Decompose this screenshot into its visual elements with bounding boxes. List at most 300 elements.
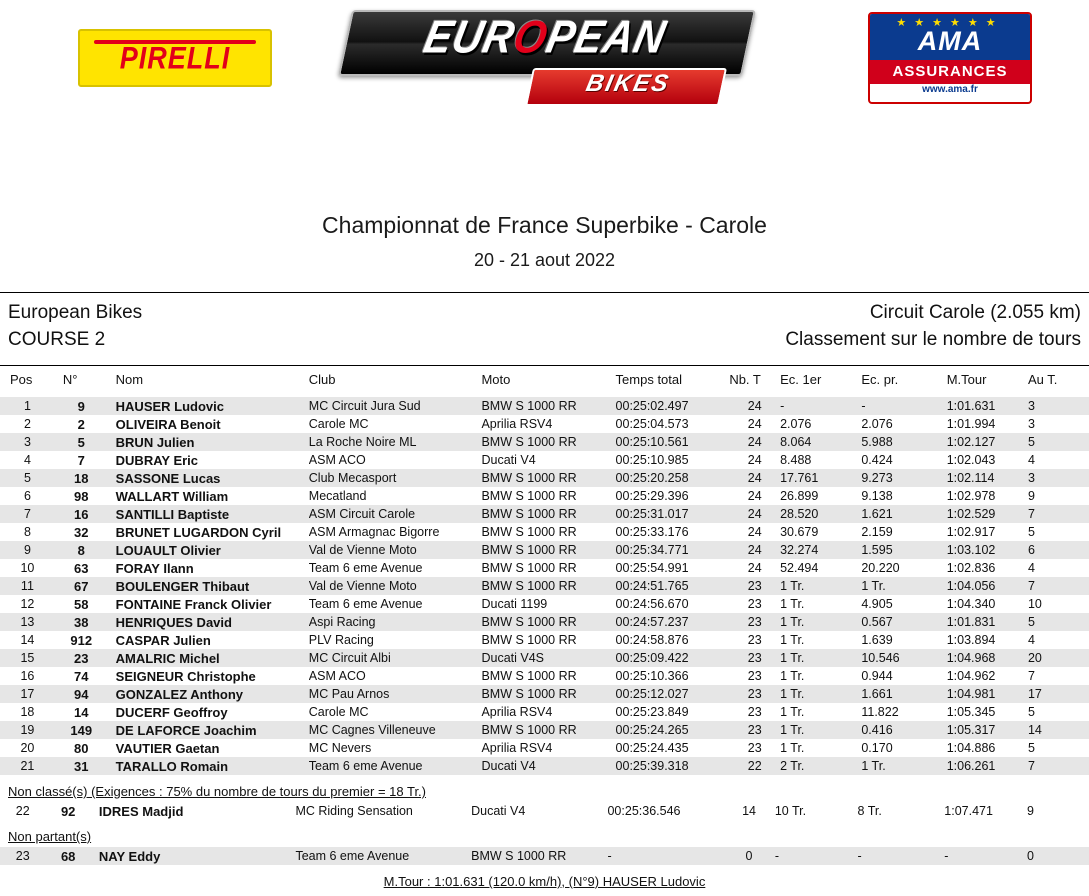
cell-nom: BOULENGER Thibaut <box>108 577 309 595</box>
cell-temps: 00:25:12.027 <box>616 685 730 703</box>
cell-moto: Aprilia RSV4 <box>481 703 615 721</box>
col-header-nbt: Nb. T <box>729 372 761 387</box>
cell-num: 92 <box>45 802 90 820</box>
nonstarter-note: Non partant(s) <box>8 829 92 844</box>
cell-mtour: 1:02.043 <box>947 451 1028 469</box>
cell-ec1: - <box>780 397 861 415</box>
cell-pos: 15 <box>0 649 55 667</box>
cell-moto: BMW S 1000 RR <box>481 397 615 415</box>
pirelli-wordmark: PIRELLI <box>119 40 231 75</box>
cell-temps: 00:24:58.876 <box>616 631 730 649</box>
cell-ecp: 0.567 <box>861 613 946 631</box>
cell-pos: 20 <box>0 739 55 757</box>
cell-temps: 00:25:24.265 <box>616 721 730 739</box>
cell-nom: SANTILLI Baptiste <box>108 505 309 523</box>
table-row <box>0 739 1089 757</box>
cell-temps: 00:25:09.422 <box>616 649 730 667</box>
cell-temps: 00:25:31.017 <box>616 505 730 523</box>
cell-nbt: 23 <box>729 649 780 667</box>
cell-pos: 6 <box>0 487 55 505</box>
cell-nom: OLIVEIRA Benoit <box>108 415 309 433</box>
cell-club: MC Nevers <box>309 739 482 757</box>
cell-ec1: 8.488 <box>780 451 861 469</box>
cell-club: PLV Racing <box>309 631 482 649</box>
table-row <box>0 559 1089 577</box>
cell-nom: TARALLO Romain <box>108 757 309 775</box>
col-header-temps: Temps total <box>615 372 683 387</box>
cell-nbt: 23 <box>729 631 780 649</box>
cell-club: La Roche Noire ML <box>309 433 482 451</box>
cell-pos: 3 <box>0 433 55 451</box>
cell-club: ASM ACO <box>309 451 482 469</box>
cell-nbt: 24 <box>729 397 780 415</box>
cell-moto: BMW S 1000 RR <box>481 523 615 541</box>
cell-pos: 8 <box>0 523 55 541</box>
cell-aut: 7 <box>1028 505 1089 523</box>
cell-temps: 00:25:33.176 <box>616 523 730 541</box>
cell-ec1: 28.520 <box>780 505 861 523</box>
cell-aut: 17 <box>1028 685 1089 703</box>
cell-num: 18 <box>55 469 108 487</box>
cell-nom: NAY Eddy <box>91 847 296 865</box>
cell-ec1: 1 Tr. <box>780 685 861 703</box>
table-row <box>0 667 1089 685</box>
table-row <box>0 847 1089 865</box>
cell-nbt: 23 <box>729 721 780 739</box>
ama-wordmark: AMA <box>917 26 983 56</box>
cell-num: 32 <box>55 523 108 541</box>
cell-pos: 14 <box>0 631 55 649</box>
cell-aut: 7 <box>1028 757 1089 775</box>
cell-moto: Ducati 1199 <box>481 595 615 613</box>
cell-ecp: 0.416 <box>861 721 946 739</box>
cell-aut: 5 <box>1028 613 1089 631</box>
cell-aut: 10 <box>1028 595 1089 613</box>
cell-aut: 14 <box>1028 721 1089 739</box>
table-row <box>0 703 1089 721</box>
cell-nom: WALLART William <box>108 487 309 505</box>
european-bikes-subword: BIKES <box>583 70 673 97</box>
cell-num: 23 <box>55 649 108 667</box>
cell-temps: 00:25:34.771 <box>616 541 730 559</box>
cell-moto: BMW S 1000 RR <box>481 721 615 739</box>
cell-mtour: 1:05.345 <box>947 703 1028 721</box>
cell-pos: 19 <box>0 721 55 739</box>
cell-moto: Aprilia RSV4 <box>481 739 615 757</box>
cell-nbt: 14 <box>723 802 775 820</box>
cell-moto: Ducati V4S <box>481 649 615 667</box>
cell-ec1: 32.274 <box>780 541 861 559</box>
cell-ec1: - <box>775 847 858 865</box>
cell-moto: BMW S 1000 RR <box>481 631 615 649</box>
cell-club: MC Circuit Jura Sud <box>309 397 482 415</box>
cell-moto: BMW S 1000 RR <box>481 685 615 703</box>
cell-num: 98 <box>55 487 108 505</box>
cell-aut: 5 <box>1028 523 1089 541</box>
cell-ec1: 2 Tr. <box>780 757 861 775</box>
cell-temps: 00:25:02.497 <box>616 397 730 415</box>
cell-ec1: 52.494 <box>780 559 861 577</box>
cell-num: 8 <box>55 541 108 559</box>
cell-num: 68 <box>45 847 90 865</box>
cell-club: Team 6 eme Avenue <box>309 559 482 577</box>
cell-club: Val de Vienne Moto <box>309 541 482 559</box>
cell-aut: 9 <box>1027 802 1089 820</box>
cell-nom: HENRIQUES David <box>108 613 309 631</box>
cell-mtour: 1:04.340 <box>947 595 1028 613</box>
cell-ec1: 2.076 <box>780 415 861 433</box>
table-row <box>0 415 1089 433</box>
cell-club: MC Cagnes Villeneuve <box>309 721 482 739</box>
cell-mtour: 1:03.894 <box>947 631 1028 649</box>
cell-nom: FONTAINE Franck Olivier <box>108 595 309 613</box>
cell-nom: BRUNET LUGARDON Cyril <box>108 523 309 541</box>
cell-temps: 00:24:51.765 <box>616 577 730 595</box>
cell-temps: - <box>607 847 723 865</box>
cell-pos: 11 <box>0 577 55 595</box>
table-row <box>0 433 1089 451</box>
cell-mtour: 1:02.917 <box>947 523 1028 541</box>
cell-ecp: 1.639 <box>861 631 946 649</box>
cell-num: 9 <box>55 397 108 415</box>
cell-moto: BMW S 1000 RR <box>481 541 615 559</box>
cell-num: 5 <box>55 433 108 451</box>
cell-aut: 4 <box>1028 559 1089 577</box>
cell-aut: 4 <box>1028 451 1089 469</box>
cell-nom: AMALRIC Michel <box>108 649 309 667</box>
cell-num: 80 <box>55 739 108 757</box>
cell-club: ASM Circuit Carole <box>309 505 482 523</box>
cell-ecp: 0.944 <box>861 667 946 685</box>
cell-aut: 9 <box>1028 487 1089 505</box>
cell-temps: 00:25:04.573 <box>616 415 730 433</box>
cell-pos: 21 <box>0 757 55 775</box>
cell-ecp: 20.220 <box>861 559 946 577</box>
table-row <box>0 721 1089 739</box>
cell-club: MC Circuit Albi <box>309 649 482 667</box>
cell-nbt: 24 <box>729 523 780 541</box>
cell-nbt: 0 <box>723 847 775 865</box>
cell-pos: 12 <box>0 595 55 613</box>
cell-pos: 16 <box>0 667 55 685</box>
cell-club: ASM Armagnac Bigorre <box>309 523 482 541</box>
cell-ecp: 0.424 <box>861 451 946 469</box>
cell-club: Club Mecasport <box>309 469 482 487</box>
cell-aut: 0 <box>1027 847 1089 865</box>
cell-moto: BMW S 1000 RR <box>481 613 615 631</box>
cell-club: Carole MC <box>309 703 482 721</box>
nonstarter-table-body <box>0 847 1089 865</box>
unclassified-note: Non classé(s) (Exigences : 75% du nombre de tours du premier = 18 Tr.) <box>8 784 426 799</box>
cell-ecp: 0.170 <box>861 739 946 757</box>
cell-temps: 00:24:56.670 <box>616 595 730 613</box>
cell-moto: Ducati V4 <box>481 757 615 775</box>
cell-pos: 17 <box>0 685 55 703</box>
cell-num: 31 <box>55 757 108 775</box>
table-row <box>0 397 1089 415</box>
ama-band-label: ASSURANCES <box>870 60 1030 84</box>
cell-aut: 5 <box>1028 739 1089 757</box>
cell-mtour: 1:01.831 <box>947 613 1028 631</box>
col-header-nom: Nom <box>115 372 144 387</box>
cell-club: Val de Vienne Moto <box>309 577 482 595</box>
cell-aut: 6 <box>1028 541 1089 559</box>
cell-temps: 00:25:39.318 <box>616 757 730 775</box>
cell-ecp: 2.076 <box>861 415 946 433</box>
cell-pos: 9 <box>0 541 55 559</box>
cell-num: 149 <box>55 721 108 739</box>
cell-nbt: 23 <box>729 703 780 721</box>
cell-ecp: 1 Tr. <box>861 757 946 775</box>
col-header-ecp: Ec. pr. <box>861 372 899 387</box>
cell-nbt: 24 <box>729 505 780 523</box>
cell-ecp: 1 Tr. <box>861 577 946 595</box>
cell-nbt: 23 <box>729 685 780 703</box>
cell-moto: BMW S 1000 RR <box>481 667 615 685</box>
meta-row-race <box>8 326 1081 353</box>
col-header-ec1: Ec. 1er <box>780 372 822 387</box>
nonstarter-table <box>0 847 1089 865</box>
eu-stars-icon: ★★★★★★ <box>896 17 1004 29</box>
cell-club: Aspi Racing <box>309 613 482 631</box>
cell-ecp: - <box>858 847 945 865</box>
cell-nom: IDRES Madjid <box>91 802 296 820</box>
col-header-moto: Moto <box>481 372 511 387</box>
cell-ec1: 8.064 <box>780 433 861 451</box>
cell-nbt: 24 <box>729 433 780 451</box>
table-row <box>0 631 1089 649</box>
logo-bar <box>0 0 1089 118</box>
cell-temps: 00:25:29.396 <box>616 487 730 505</box>
cell-num: 16 <box>55 505 108 523</box>
cell-ec1: 1 Tr. <box>780 703 861 721</box>
cell-ecp: 1.595 <box>861 541 946 559</box>
cell-moto: Aprilia RSV4 <box>481 415 615 433</box>
cell-club: Team 6 eme Avenue <box>295 847 471 865</box>
cell-pos: 23 <box>0 847 45 865</box>
cell-temps: 00:25:10.561 <box>616 433 730 451</box>
results-table-body <box>0 397 1089 775</box>
unclassified-table-body <box>0 802 1089 820</box>
table-header-row <box>0 366 1089 397</box>
best-lap-footer: M.Tour : 1:01.631 (120.0 km/h), (N°9) HAUSER Ludovic <box>383 874 706 889</box>
cell-ecp: 9.273 <box>861 469 946 487</box>
table-row <box>0 613 1089 631</box>
cell-ec1: 1 Tr. <box>780 577 861 595</box>
circuit-label: Circuit Carole (2.055 km) <box>869 302 1081 323</box>
cell-aut: 3 <box>1028 397 1089 415</box>
event-date: 20 - 21 aout 2022 <box>473 250 616 270</box>
cell-aut: 5 <box>1028 703 1089 721</box>
col-header-pos: Pos <box>10 372 33 387</box>
cell-pos: 7 <box>0 505 55 523</box>
cell-nbt: 23 <box>729 667 780 685</box>
table-row <box>0 523 1089 541</box>
cell-nom: SASSONE Lucas <box>108 469 309 487</box>
cell-nom: DUCERF Geoffroy <box>108 703 309 721</box>
cell-ecp: - <box>861 397 946 415</box>
organizer-label: European Bikes <box>8 302 143 323</box>
cell-nbt: 24 <box>729 451 780 469</box>
cell-mtour: 1:02.978 <box>947 487 1028 505</box>
cell-nom: DUBRAY Eric <box>108 451 309 469</box>
cell-nbt: 24 <box>729 559 780 577</box>
race-label: COURSE 2 <box>8 329 106 350</box>
cell-nom: BRUN Julien <box>108 433 309 451</box>
cell-ecp: 8 Tr. <box>858 802 945 820</box>
cell-club: MC Riding Sensation <box>295 802 471 820</box>
table-row <box>0 577 1089 595</box>
cell-mtour: 1:02.114 <box>947 469 1028 487</box>
cell-pos: 4 <box>0 451 55 469</box>
cell-moto: BMW S 1000 RR <box>481 577 615 595</box>
cell-club: Team 6 eme Avenue <box>309 595 482 613</box>
cell-mtour: 1:07.471 <box>944 802 1027 820</box>
page-title: Championnat de France Superbike - Carole <box>322 212 767 238</box>
cell-club: ASM ACO <box>309 667 482 685</box>
meta-block <box>0 293 1089 357</box>
cell-ecp: 5.988 <box>861 433 946 451</box>
cell-ec1: 10 Tr. <box>775 802 858 820</box>
cell-aut: 7 <box>1028 577 1089 595</box>
meta-row-organizer <box>8 299 1081 326</box>
col-header-mtour: M.Tour <box>946 372 987 387</box>
cell-aut: 7 <box>1028 667 1089 685</box>
cell-moto: Ducati V4 <box>481 451 615 469</box>
cell-pos: 22 <box>0 802 45 820</box>
results-table-head <box>0 366 1089 397</box>
table-row <box>0 685 1089 703</box>
cell-moto: BMW S 1000 RR <box>481 487 615 505</box>
cell-ec1: 1 Tr. <box>780 739 861 757</box>
cell-pos: 10 <box>0 559 55 577</box>
cell-nbt: 23 <box>729 739 780 757</box>
results-table <box>0 366 1089 775</box>
cell-ecp: 11.822 <box>861 703 946 721</box>
table-row <box>0 451 1089 469</box>
cell-num: 38 <box>55 613 108 631</box>
cell-pos: 5 <box>0 469 55 487</box>
cell-aut: 5 <box>1028 433 1089 451</box>
col-header-club: Club <box>308 372 336 387</box>
table-row <box>0 802 1089 820</box>
col-header-aut: Au T. <box>1027 372 1058 387</box>
cell-aut: 20 <box>1028 649 1089 667</box>
table-row <box>0 757 1089 775</box>
table-row <box>0 649 1089 667</box>
cell-num: 912 <box>55 631 108 649</box>
cell-mtour: 1:04.056 <box>947 577 1028 595</box>
cell-nom: HAUSER Ludovic <box>108 397 309 415</box>
cell-temps: 00:25:24.435 <box>616 739 730 757</box>
cell-nom: DE LAFORCE Joachim <box>108 721 309 739</box>
cell-ec1: 1 Tr. <box>780 595 861 613</box>
cell-temps: 00:25:20.258 <box>616 469 730 487</box>
cell-num: 74 <box>55 667 108 685</box>
cell-nbt: 22 <box>729 757 780 775</box>
cell-mtour: 1:04.886 <box>947 739 1028 757</box>
cell-ec1: 1 Tr. <box>780 721 861 739</box>
cell-ec1: 26.899 <box>780 487 861 505</box>
cell-nbt: 23 <box>729 613 780 631</box>
cell-ec1: 1 Tr. <box>780 649 861 667</box>
cell-club: Mecatland <box>309 487 482 505</box>
cell-mtour: 1:04.968 <box>947 649 1028 667</box>
cell-ecp: 2.159 <box>861 523 946 541</box>
cell-temps: 00:25:23.849 <box>616 703 730 721</box>
cell-mtour: - <box>944 847 1027 865</box>
cell-pos: 2 <box>0 415 55 433</box>
cell-mtour: 1:06.261 <box>947 757 1028 775</box>
cell-mtour: 1:01.994 <box>947 415 1028 433</box>
european-bikes-wordmark <box>339 11 750 64</box>
cell-nbt: 24 <box>729 487 780 505</box>
cell-pos: 1 <box>0 397 55 415</box>
cell-mtour: 1:02.529 <box>947 505 1028 523</box>
cell-mtour: 1:01.631 <box>947 397 1028 415</box>
cell-temps: 00:24:57.237 <box>616 613 730 631</box>
table-row <box>0 541 1089 559</box>
cell-num: 63 <box>55 559 108 577</box>
cell-aut: 3 <box>1028 469 1089 487</box>
cell-num: 58 <box>55 595 108 613</box>
ama-assurances-logo <box>868 12 1032 104</box>
cell-ec1: 30.679 <box>780 523 861 541</box>
cell-club: MC Pau Arnos <box>309 685 482 703</box>
cell-moto: BMW S 1000 RR <box>481 559 615 577</box>
cell-pos: 18 <box>0 703 55 721</box>
cell-nom: LOUAULT Olivier <box>108 541 309 559</box>
eb-part-a: EUR <box>419 11 520 63</box>
unclassified-table <box>0 802 1089 820</box>
cell-ecp: 1.661 <box>861 685 946 703</box>
cell-aut: 4 <box>1028 631 1089 649</box>
cell-nbt: 23 <box>729 595 780 613</box>
table-row <box>0 595 1089 613</box>
cell-ecp: 4.905 <box>861 595 946 613</box>
cell-moto: BMW S 1000 RR <box>481 505 615 523</box>
cell-mtour: 1:05.317 <box>947 721 1028 739</box>
cell-temps: 00:25:10.366 <box>616 667 730 685</box>
cell-num: 2 <box>55 415 108 433</box>
ranking-label: Classement sur le nombre de tours <box>785 329 1081 350</box>
cell-num: 67 <box>55 577 108 595</box>
cell-club: Team 6 eme Avenue <box>309 757 482 775</box>
cell-mtour: 1:04.981 <box>947 685 1028 703</box>
cell-aut: 3 <box>1028 415 1089 433</box>
ama-url-label: www.ama.fr <box>922 84 978 95</box>
cell-mtour: 1:04.962 <box>947 667 1028 685</box>
european-bikes-logo <box>345 8 745 108</box>
cell-moto: BMW S 1000 RR <box>481 433 615 451</box>
pirelli-logo <box>78 29 272 87</box>
cell-ec1: 1 Tr. <box>780 631 861 649</box>
table-row <box>0 505 1089 523</box>
cell-nom: CASPAR Julien <box>108 631 309 649</box>
title-block <box>0 118 1089 271</box>
eb-part-b: PEAN <box>541 11 671 63</box>
cell-temps: 00:25:10.985 <box>616 451 730 469</box>
cell-ec1: 1 Tr. <box>780 613 861 631</box>
cell-nbt: 23 <box>729 577 780 595</box>
cell-moto: Ducati V4 <box>471 802 607 820</box>
cell-pos: 13 <box>0 613 55 631</box>
cell-nbt: 24 <box>729 541 780 559</box>
cell-mtour: 1:02.127 <box>947 433 1028 451</box>
cell-ec1: 17.761 <box>780 469 861 487</box>
eb-part-o: O <box>509 11 553 63</box>
cell-mtour: 1:02.836 <box>947 559 1028 577</box>
